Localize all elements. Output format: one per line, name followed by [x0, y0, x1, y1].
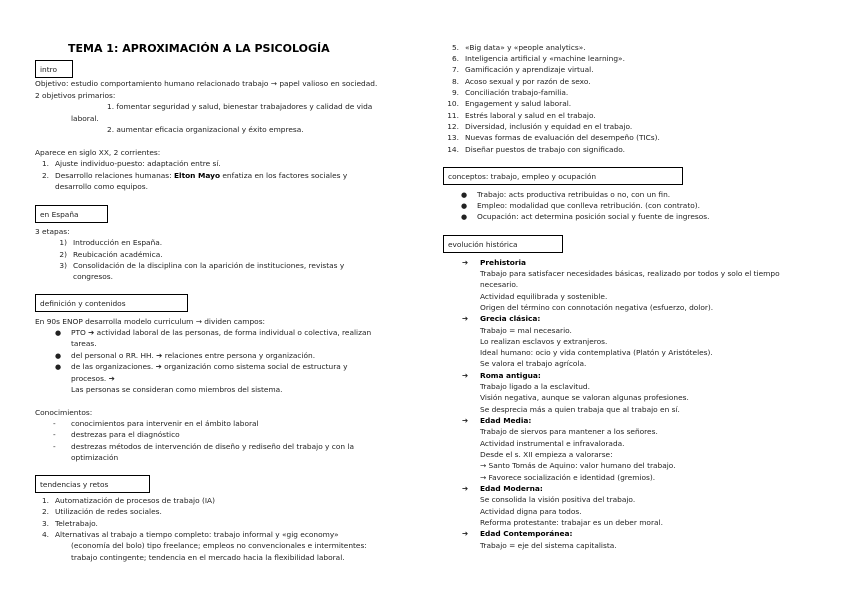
history-period: ➔ Prehistoria: [462, 258, 527, 267]
text-line: Las personas se consideran como miembros del sistema.: [71, 385, 283, 394]
list-item: 10. Engagement y salud laboral.: [447, 99, 572, 108]
text-line: Trabajo ligado a la esclavitud.: [480, 382, 590, 391]
bold-name: Elton Mayo: [173, 171, 221, 180]
text-line: desarrollo como equipos.: [55, 182, 148, 191]
list-item: 9. Conciliación trabajo-familia.: [451, 88, 569, 97]
text-line: En 90s ENOP desarrolla modelo curriculum → dividen campos:: [35, 317, 266, 326]
text-line: (economía del bolo) tipo freelance; empleos no convencionales e intermitentes:: [71, 541, 367, 550]
list-item: 2) Reubicación académica.: [59, 250, 163, 259]
list-item: 4. Alternativas al trabajo a tiempo completo: trabajo informal y «gig economy»: [41, 530, 339, 539]
list-item: 3. Teletrabajo.: [41, 519, 98, 528]
text-line: Reforma protestante: trabajar es un deber moral.: [480, 518, 663, 527]
text-line: → Santo Tomás de Aquino: valor humano del trabajo.: [480, 461, 676, 470]
list-item: 14. Diseñar puestos de trabajo con significado.: [447, 145, 625, 154]
text-line: necesario.: [480, 280, 519, 289]
section-heading-spain: en España: [35, 205, 108, 223]
section-heading-concepts: conceptos: trabajo, empleo y ocupación: [443, 167, 683, 185]
text-line: Se desprecia más a quien trabaja que al trabajo en sí.: [480, 405, 680, 414]
list-item: 13. Nuevas formas de evaluación del desempeño (TICs).: [447, 133, 660, 142]
list-item: 1. Automatización de procesos de trabajo (IA): [41, 496, 215, 505]
text-line: optimización: [71, 453, 119, 462]
text-line: procesos. ➔: [71, 374, 115, 383]
list-item: 2. Utilización de redes sociales.: [41, 507, 162, 516]
section-heading-definitions: definición y contenidos: [35, 294, 188, 312]
section-heading-intro: intro: [35, 60, 73, 78]
history-period: ➔ Edad Media:: [462, 416, 532, 425]
text-line: Aparece en siglo XX, 2 corrientes:: [35, 148, 161, 157]
list-item: 12. Diversidad, inclusión y equidad en el trabajo.: [447, 122, 633, 131]
bullet-item: ● Empleo: modalidad que conlleva retribución. (con contrato).: [460, 201, 700, 210]
text-line: Actividad instrumental e infravalorada.: [480, 439, 625, 448]
bullet-item: ● Ocupación: act determina posición social y fuente de ingresos.: [460, 212, 710, 221]
dash-item: - conocimientos para intervenir en el ámbito laboral: [53, 419, 259, 428]
text-line: congresos.: [73, 272, 113, 281]
text-line: Trabajo = mal necesario.: [480, 326, 572, 335]
text-line: Trabajo para satisfacer necesidades básicas, realizado por todos y solo el tiempo: [480, 269, 780, 278]
text-line: Se valora el trabajo agrícola.: [480, 359, 587, 368]
bullet-item: ● del personal o RR. HH. ➔ relaciones entre persona y organización.: [54, 351, 316, 360]
text-line: → Favorece socialización e identidad (gremios).: [480, 473, 656, 482]
text-line: Conocimientos:: [35, 408, 93, 417]
list-item: 7. Gamificación y aprendizaje virtual.: [451, 65, 594, 74]
text-line: Origen del término con connotación negativa (esfuerzo, dolor).: [480, 303, 714, 312]
history-period: ➔ Edad Moderna:: [462, 484, 543, 493]
history-period: ➔ Roma antigua:: [462, 371, 541, 380]
list-item: 6. Inteligencia artificial y «machine learning».: [451, 54, 625, 63]
text-line: Trabajo = eje del sistema capitalista.: [480, 541, 617, 550]
text-line: Ideal humano: ocio y vida contemplativa (Platón y Aristóteles).: [480, 348, 713, 357]
list-item: 1) Introducción en España.: [59, 238, 163, 247]
bullet-item: ● Trabajo: acts productiva retribuidas o no, con un fin.: [460, 190, 671, 199]
list-item: 3) Consolidación de la disciplina con la aparición de instituciones, revistas y: [59, 261, 345, 270]
section-heading-history: evolución histórica: [443, 235, 563, 253]
list-item: 2. Desarrollo relaciones humanas: Elton Mayo enfatiza en los factores sociales y: [41, 171, 348, 180]
text-line: 1. fomentar seguridad y salud, bienestar trabajadores y calidad de vida: [107, 102, 373, 111]
text-line: 3 etapas:: [35, 227, 70, 236]
text-line: Actividad digna para todos.: [480, 507, 582, 516]
section-heading-trends: tendencias y retos: [35, 475, 150, 493]
bullet-item: ● de las organizaciones. ➔ organización como sistema social de estructura y: [54, 362, 348, 371]
text-line: 2 objetivos primarios:: [35, 91, 116, 100]
history-period: ➔ Grecia clásica:: [462, 314, 541, 323]
list-item: 11. Estrés laboral y salud en el trabajo.: [447, 111, 596, 120]
text-line: Objetivo: estudio comportamiento humano relacionado trabajo → papel valioso en sociedad.: [35, 79, 378, 88]
text-line: Actividad equilibrada y sostenible.: [480, 292, 608, 301]
text-line: Trabajo de siervos para mantener a los señores.: [480, 427, 658, 436]
text-line: laboral.: [71, 114, 99, 123]
history-period: ➔ Edad Contemporánea:: [462, 529, 573, 538]
bullet-item: ● PTO ➔ actividad laboral de las personas, de forma individual o colectiva, realizan: [54, 328, 372, 337]
text-line: 2. aumentar eficacia organizacional y éxito empresa.: [107, 125, 304, 134]
text-line: Desde el s. XII empieza a valorarse:: [480, 450, 613, 459]
text-line: Se consolida la visión positiva del trabajo.: [480, 495, 636, 504]
text-line: Visión negativa, aunque se valoran algunas profesiones.: [480, 393, 689, 402]
list-item: 5. «Big data» y «people analytics».: [451, 43, 586, 52]
list-item: 1. Ajuste individuo-puesto: adaptación entre sí.: [41, 159, 221, 168]
list-item: 8. Acoso sexual y por razón de sexo.: [451, 77, 591, 86]
text-line: trabajo contingente; tendencia en el mercado hacia la flexibilidad laboral.: [71, 553, 345, 562]
dash-item: - destrezas para el diagnóstico: [53, 430, 180, 439]
dash-item: - destrezas métodos de intervención de diseño y rediseño del trabajo y con la: [53, 442, 354, 451]
text-line: tareas.: [71, 339, 97, 348]
text-line: Lo realizan esclavos y extranjeros.: [480, 337, 608, 346]
page-title: TEMA 1: APROXIMACIÓN A LA PSICOLOGÍA: [68, 42, 330, 55]
